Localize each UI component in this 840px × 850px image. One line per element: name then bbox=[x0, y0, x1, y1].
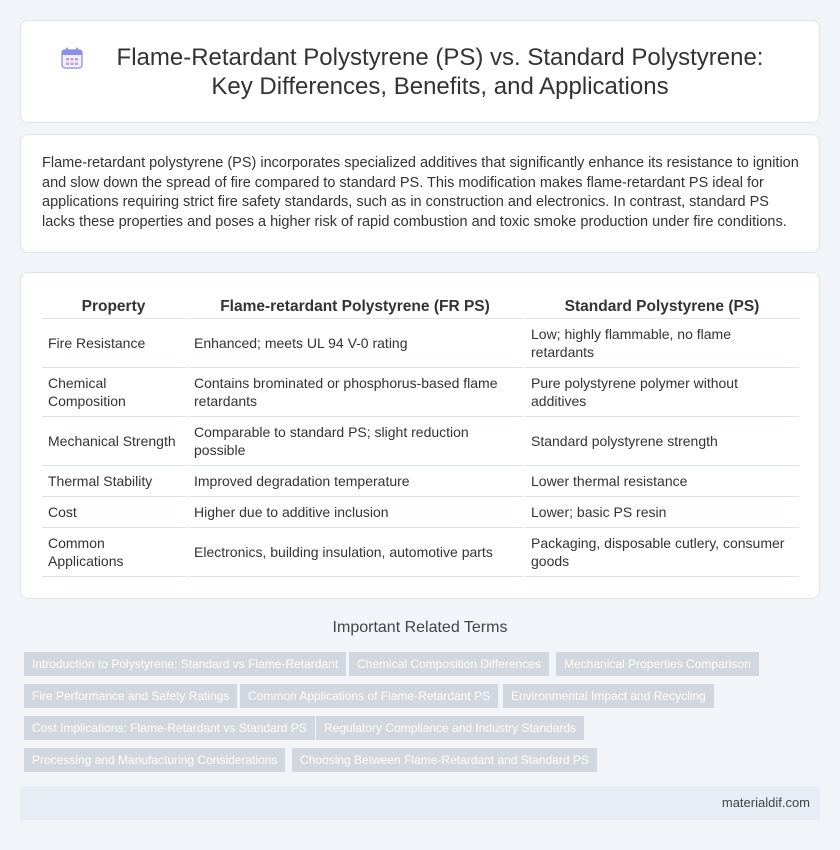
table-row bbox=[42, 466, 799, 497]
table-row bbox=[42, 319, 799, 368]
header-standard-ps: Standard Polystyrene (PS) bbox=[525, 295, 799, 319]
related-tag[interactable]: Introduction to Polystyrene: Standard vs Flame-Retardant bbox=[24, 652, 346, 676]
standard-ps-cell: Pure polystyrene polymer without additives bbox=[525, 368, 799, 417]
property-cell: Chemical Composition bbox=[42, 368, 188, 417]
title-card bbox=[20, 20, 820, 123]
standard-ps-cell: Low; highly flammable, no flame retardants bbox=[525, 319, 799, 368]
header-property: Property bbox=[42, 295, 188, 319]
table-row bbox=[42, 528, 799, 577]
related-tag[interactable]: Processing and Manufacturing Considerations bbox=[24, 748, 285, 772]
related-tag[interactable]: Fire Performance and Safety Ratings bbox=[24, 684, 237, 708]
property-cell: Mechanical Strength bbox=[42, 417, 188, 466]
fr-ps-cell: Improved degradation temperature bbox=[188, 466, 525, 497]
fr-ps-cell: Comparable to standard PS; slight reduction possible bbox=[188, 417, 525, 466]
related-tag[interactable]: Cost Implications: Flame-Retardant vs Standard PS bbox=[24, 716, 315, 740]
property-cell: Fire Resistance bbox=[42, 319, 188, 368]
table-row bbox=[42, 497, 799, 528]
standard-ps-cell: Lower thermal resistance bbox=[525, 466, 799, 497]
intro-paragraph: Flame-retardant polystyrene (PS) incorporates specialized additives that significantly enhance its resistance to ignition and slow down the spread of fire compared to standard PS. This modification makes flame-retardant PS ideal for applications requiring strict fire safety standards, such as in construction and electronics. In contrast, standard PS lacks these properties and poses a higher risk of rapid combustion and toxic smoke production under fire conditions. bbox=[42, 155, 799, 230]
property-cell: Common Applications bbox=[42, 528, 188, 577]
table-row bbox=[42, 368, 799, 417]
property-cell: Thermal Stability bbox=[42, 466, 188, 497]
related-terms-heading: Important Related Terms bbox=[332, 619, 508, 636]
intro-card bbox=[20, 134, 820, 253]
standard-ps-cell: Standard polystyrene strength bbox=[525, 417, 799, 466]
footer-site-link[interactable]: materialdif.com bbox=[721, 795, 810, 810]
related-tag[interactable]: Common Applications of Flame-Retardant PS bbox=[240, 684, 498, 708]
fr-ps-cell: Electronics, building insulation, automotive parts bbox=[188, 528, 525, 577]
standard-ps-cell: Lower; basic PS resin bbox=[525, 497, 799, 528]
fr-ps-cell: Higher due to additive inclusion bbox=[188, 497, 525, 528]
fr-ps-cell: Contains brominated or phosphorus-based flame retardants bbox=[188, 368, 525, 417]
comparison-table-card bbox=[20, 272, 820, 599]
page-title: Flame-Retardant Polystyrene (PS) vs. Standard Polystyrene: Key Differences, Benefits, and Applications bbox=[116, 43, 764, 100]
related-tag[interactable]: Choosing Between Flame-Retardant and Standard PS bbox=[292, 748, 597, 772]
related-tag[interactable]: Chemical Composition Differences bbox=[349, 652, 549, 676]
fr-ps-cell: Enhanced; meets UL 94 V-0 rating bbox=[188, 319, 525, 368]
header-fr-ps: Flame-retardant Polystyrene (FR PS) bbox=[188, 295, 525, 319]
table-row bbox=[42, 417, 799, 466]
standard-ps-cell: Packaging, disposable cutlery, consumer goods bbox=[525, 528, 799, 577]
related-tag[interactable]: Environmental Impact and Recycling bbox=[503, 684, 714, 708]
table-header-row bbox=[42, 295, 799, 319]
comparison-table bbox=[42, 295, 799, 577]
property-cell: Cost bbox=[42, 497, 188, 528]
related-tag[interactable]: Mechanical Properties Comparison bbox=[556, 652, 759, 676]
related-tag[interactable]: Regulatory Compliance and Industry Standards bbox=[316, 716, 584, 740]
footer bbox=[20, 786, 820, 820]
